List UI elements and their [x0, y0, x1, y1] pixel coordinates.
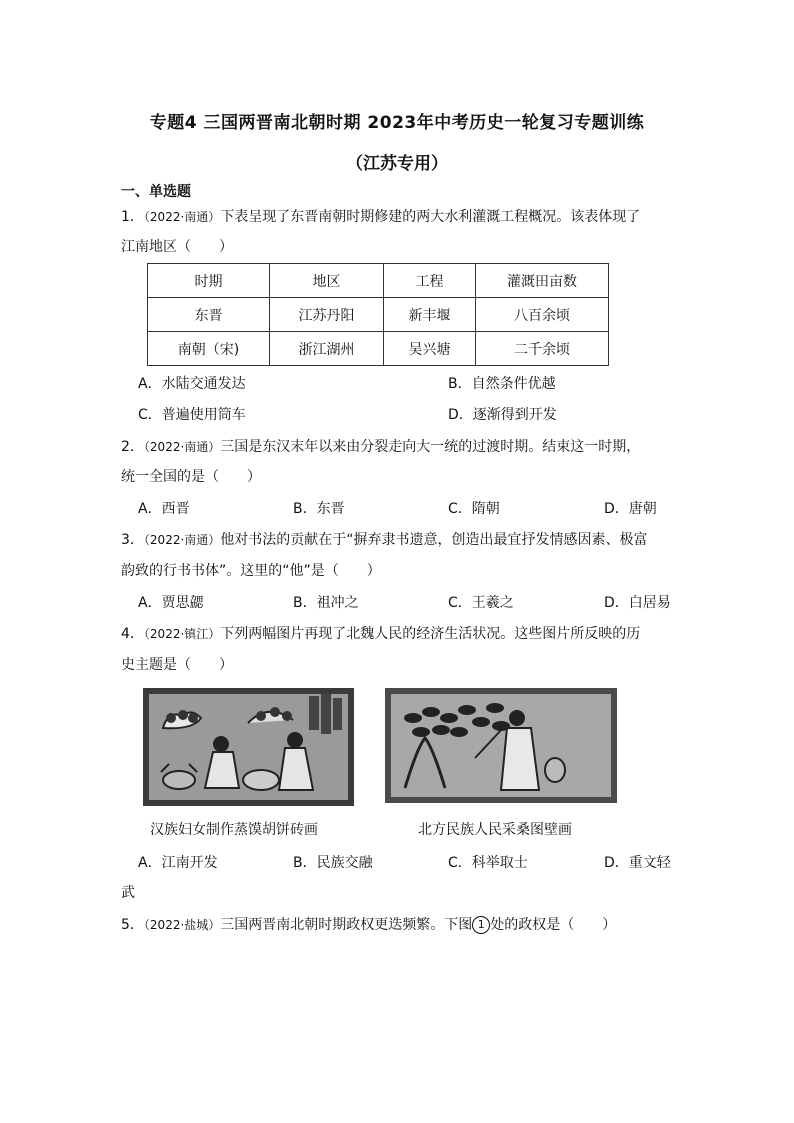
q1-stem-line2: 江南地区（ ）	[121, 239, 233, 255]
q2-stem-line1	[121, 436, 640, 456]
table-cell: 南朝（宋)	[148, 332, 270, 366]
irrigation-table	[147, 263, 609, 366]
table-cell: 新丰堰	[384, 298, 476, 332]
q3-source: （2022·南通）	[143, 533, 221, 547]
table-row	[148, 298, 609, 332]
q2-option-d[interactable]: D．唐朝	[604, 501, 657, 517]
q4-number: 4．	[121, 626, 144, 642]
table-header-cell: 灌溉田亩数	[476, 264, 609, 298]
table-row	[148, 332, 609, 366]
left-image-caption: 汉族妇女制作蒸馍胡饼砖画	[150, 822, 318, 838]
q3-option-a[interactable]: A．贾思勰	[138, 595, 204, 611]
table-header-cell: 地区	[270, 264, 384, 298]
q2-option-b[interactable]: B．东晋	[293, 501, 345, 517]
q4-option-c[interactable]: C．科举取士	[448, 855, 528, 871]
q3-option-b[interactable]: B．祖冲之	[293, 595, 359, 611]
q1-source: （2022·南通）	[143, 210, 221, 224]
table-header-cell: 时期	[148, 264, 270, 298]
mulberry-picking-wall-painting	[385, 688, 617, 803]
q4-text1: 下列两幅图片再现了北魏人民的经济生活状况。这些图片所反映的历	[220, 626, 641, 642]
q4-option-a[interactable]: A．江南开发	[138, 855, 218, 871]
q4-source: （2022·镇江）	[143, 627, 221, 641]
q2-number: 2．	[121, 439, 144, 455]
q5-text-before: 三国两晋南北朝时期政权更迭频繁。下图	[220, 917, 473, 933]
table-cell: 浙江湖州	[270, 332, 384, 366]
q3-stem-line1	[121, 529, 648, 549]
circled-number-marker: 1	[472, 916, 490, 934]
bread-making-brick-painting	[143, 688, 354, 806]
document-subtitle: （江苏专用）	[346, 154, 448, 174]
q1-option-d[interactable]: D．逐渐得到开发	[448, 407, 557, 423]
q3-stem-line2: 韵致的行书书体”。这里的“他”是（ ）	[121, 563, 381, 579]
table-cell: 八百余顷	[476, 298, 609, 332]
q4-option-d[interactable]: D．重文轻	[604, 855, 671, 871]
q5-stem	[121, 914, 616, 934]
q1-text1: 下表呈现了东晋南朝时期修建的两大水利灌溉工程概况。该表体现了	[220, 209, 641, 225]
q3-option-d[interactable]: D．白居易	[604, 595, 671, 611]
q4-option-d-wrap: 武	[121, 885, 135, 901]
q5-source: （2022·盐城）	[143, 918, 221, 932]
document-title: 专题4 三国两晋南北朝时期 2023年中考历史一轮复习专题训练	[149, 113, 645, 133]
q2-option-c[interactable]: C．隋朝	[448, 501, 500, 517]
right-image-caption: 北方民族人民采桑图壁画	[418, 822, 572, 838]
q3-text1: 他对书法的贡献在于“摒弃隶书遗意，创造出最宜抒发情感因素、极富	[220, 532, 648, 548]
q3-number: 3．	[121, 532, 144, 548]
section-heading: 一、单选题	[121, 184, 191, 200]
q4-stem-line1	[121, 623, 640, 643]
q4-stem-line2: 史主题是（ ）	[121, 657, 233, 673]
q4-option-b[interactable]: B．民族交融	[293, 855, 373, 871]
table-cell: 东晋	[148, 298, 270, 332]
table-header-cell: 工程	[384, 264, 476, 298]
q1-stem-line1	[121, 206, 640, 226]
q1-option-a[interactable]: A．水陆交通发达	[138, 376, 246, 392]
q1-option-b[interactable]: B．自然条件优越	[448, 376, 556, 392]
q1-number: 1．	[121, 209, 144, 225]
table-cell: 吴兴塘	[384, 332, 476, 366]
q1-option-c[interactable]: C．普遍使用筒车	[138, 407, 246, 423]
table-cell: 江苏丹阳	[270, 298, 384, 332]
q5-text-after: 处的政权是（ ）	[490, 917, 617, 933]
q2-stem-line2: 统一全国的是（ ）	[121, 469, 261, 485]
table-cell: 二千余顷	[476, 332, 609, 366]
q2-text1: 三国是东汉末年以来由分裂走向大一统的过渡时期。结束这一时期，	[220, 439, 641, 455]
q3-option-c[interactable]: C．王羲之	[448, 595, 514, 611]
q5-number: 5．	[121, 917, 144, 933]
table-header-row	[148, 264, 609, 298]
q2-option-a[interactable]: A．西晋	[138, 501, 190, 517]
q2-source: （2022·南通）	[143, 440, 221, 454]
